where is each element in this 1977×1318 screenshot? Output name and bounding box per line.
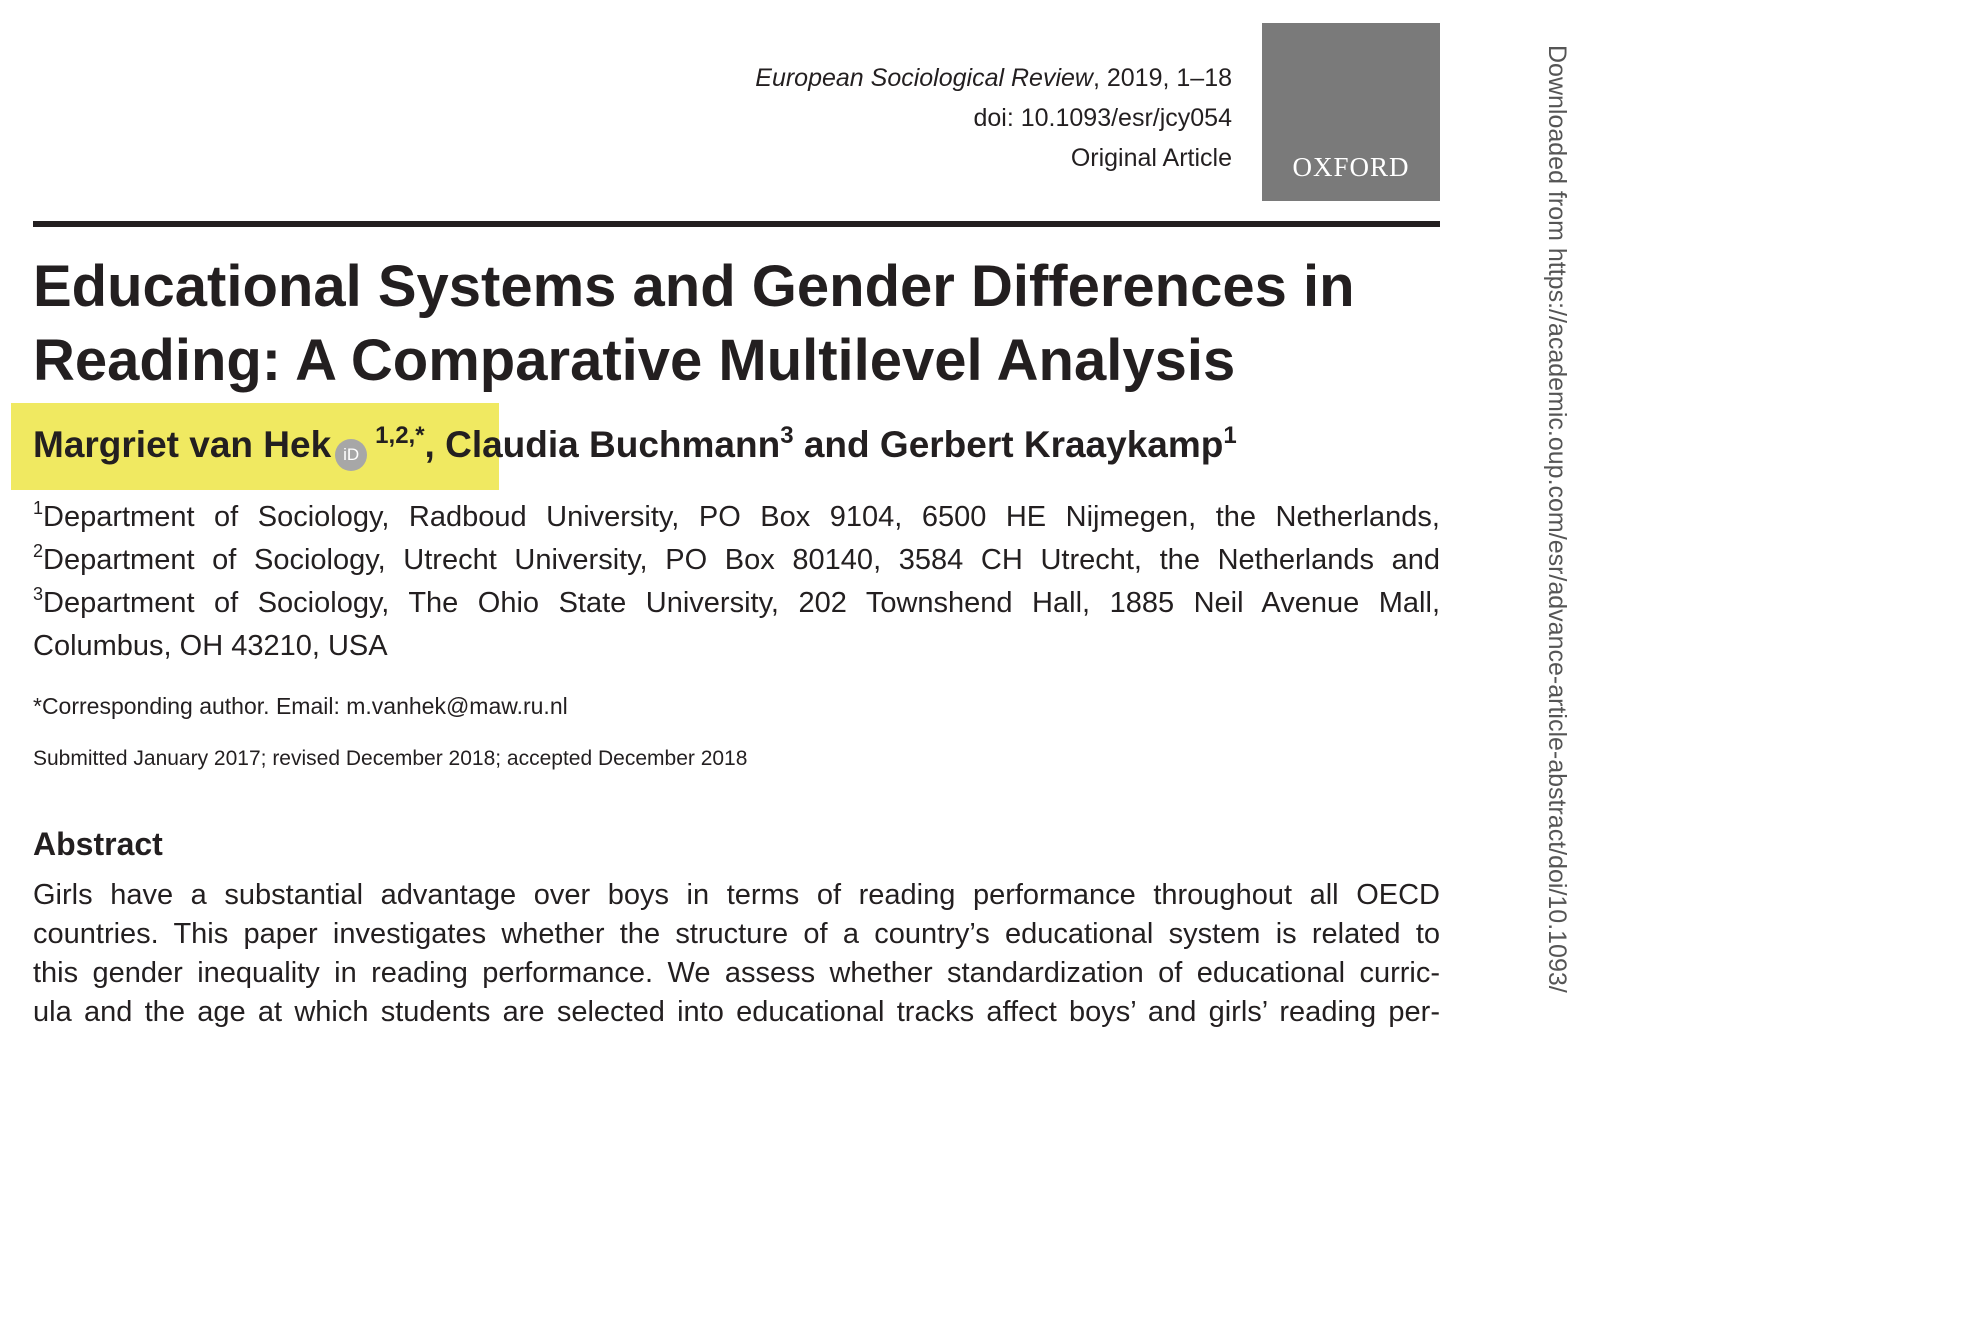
author-3-affiliation-mark: 1 bbox=[1223, 422, 1237, 449]
article-type: Original Article bbox=[1070, 144, 1232, 172]
journal-year-pages: , 2019, 1–18 bbox=[1092, 64, 1232, 92]
title-line-1: Educational Systems and Gender Differences in bbox=[33, 254, 1355, 319]
abstract-heading: Abstract bbox=[33, 826, 163, 862]
author-1-affiliation-marks: 1,2,* bbox=[375, 422, 425, 449]
abstract-line: countries. This paper investigates whether the structure of a country’s educational system is related to bbox=[33, 918, 1440, 950]
affiliation-1 bbox=[33, 496, 1440, 539]
affiliation-2-text: Department of Sociology, Utrecht University, PO Box 80140, 3584 CH Utrecht, the Netherlands and bbox=[43, 544, 1440, 576]
orcid-icon[interactable]: iD bbox=[335, 439, 367, 471]
affiliation-3-continued bbox=[33, 625, 1440, 668]
title-line-2: Reading: A Comparative Multilevel Analysis bbox=[33, 328, 1236, 393]
affiliation-3 bbox=[33, 582, 1440, 625]
author-name-1[interactable]: Margriet van Hek bbox=[33, 424, 332, 465]
author-name-2[interactable]: Claudia Buchmann bbox=[445, 424, 781, 465]
affiliation-1-mark: 1 bbox=[33, 498, 44, 518]
affiliation-3-mark: 3 bbox=[33, 584, 44, 604]
article-title bbox=[33, 250, 1440, 398]
abstract-line: ula and the age at which students are selected into educational tracks affect boys’ and girls’ reading per- bbox=[33, 996, 1440, 1028]
submission-dates: Submitted January 2017; revised December 2018; accepted December 2018 bbox=[33, 747, 748, 770]
journal-citation bbox=[755, 58, 1232, 98]
download-source-note bbox=[1540, 45, 1574, 1318]
affiliation-2-mark: 2 bbox=[33, 541, 44, 561]
author-conjunction: and bbox=[793, 424, 880, 465]
affiliations bbox=[33, 496, 1440, 668]
abstract-body bbox=[33, 876, 1440, 1032]
affiliation-2 bbox=[33, 539, 1440, 582]
affiliation-3-text: Department of Sociology, The Ohio State University, 202 Townshend Hall, 1885 Neil Avenue Mall, bbox=[43, 587, 1440, 619]
abstract-line: Girls have a substantial advantage over boys in terms of reading performance throughout all OECD bbox=[33, 879, 1440, 911]
affiliation-3-text-continued: Columbus, OH 43210, USA bbox=[33, 630, 388, 662]
corresponding-author: *Corresponding author. Email: m.vanhek@maw.ru.nl bbox=[33, 693, 568, 719]
author-name-3[interactable]: Gerbert Kraaykamp bbox=[879, 424, 1224, 465]
header-divider bbox=[33, 221, 1440, 227]
abstract-line: this gender inequality in reading performance. We assess whether standardization of educational curric- bbox=[33, 957, 1440, 989]
author-2-affiliation-mark: 3 bbox=[780, 422, 794, 449]
download-source-text: Downloaded from https://academic.oup.com/esr/advance-article-abstract/doi/10.1093/ bbox=[1543, 45, 1571, 993]
publisher-logo bbox=[1262, 23, 1440, 201]
author-separator: , bbox=[424, 424, 446, 465]
doi-link[interactable]: doi: 10.1093/esr/jcy054 bbox=[973, 104, 1232, 132]
publisher-logo-text: OXFORD bbox=[1292, 152, 1410, 182]
journal-meta bbox=[755, 58, 1232, 178]
author-list bbox=[33, 418, 1237, 472]
affiliation-1-text: Department of Sociology, Radboud University, PO Box 9104, 6500 HE Nijmegen, the Netherlands, bbox=[43, 501, 1440, 533]
journal-name: European Sociological Review bbox=[755, 64, 1093, 92]
